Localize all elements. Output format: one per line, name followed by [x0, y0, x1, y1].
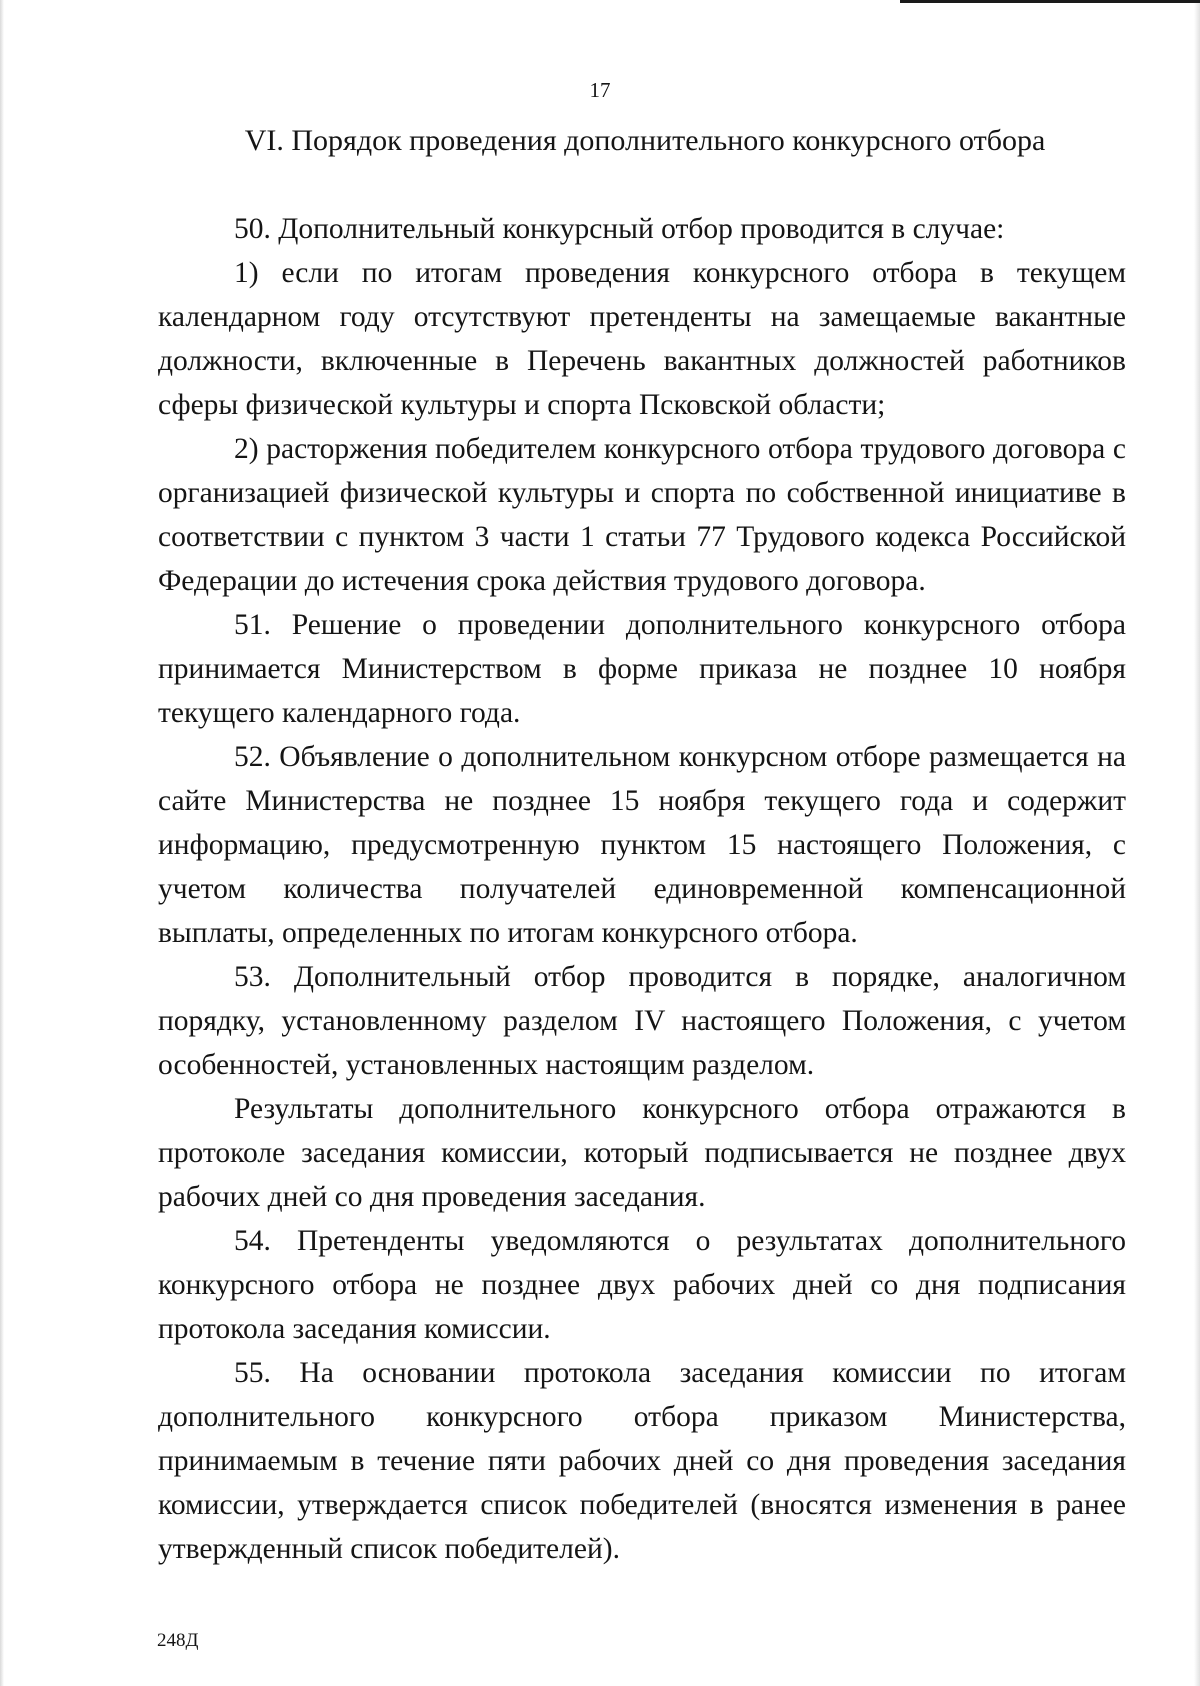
footer-code: 248Д: [157, 1630, 199, 1651]
paragraph-50-item-2: 2) расторжения победителем конкурсного отбора трудового договора с организацией физической культуры и спорта по собственной инициативе в соответствии с пунктом 3 части 1 статьи 77 Трудового кодекса Российской Федерации до истечения срока действия трудового договора.: [158, 433, 1126, 597]
scan-line-top: [900, 0, 1200, 3]
section-title: VI. Порядок проведения дополнительного конкурсного отбора: [244, 124, 1046, 157]
paragraph-55: 55. На основании протокола заседания комиссии по итогам дополнительного конкурсного отбора приказом Министерства, принимаемым в течение пяти рабочих дней со дня проведения заседания комиссии, утверждается список победителей (вносятся изменения в ранее утвержденный список победителей).: [158, 1357, 1126, 1565]
paragraph-54: 54. Претенденты уведомляются о результатах дополнительного конкурсного отбора не позднее двух рабочих дней со дня подписания протокола заседания комиссии.: [158, 1225, 1126, 1345]
scan-edge-right: [1194, 0, 1200, 1686]
page-number: 17: [589, 78, 611, 102]
document-body: [158, 207, 1126, 1571]
paragraph-53: 53. Дополнительный отбор проводится в порядке, аналогичном порядку, установленному разделом IV настоящего Положения, с учетом особенностей, установленных настоящим разделом.: [158, 961, 1126, 1081]
paragraph-53-results: Результаты дополнительного конкурсного отбора отражаются в протоколе заседания комиссии, который подписывается не позднее двух рабочих дней со дня проведения заседания.: [158, 1093, 1126, 1213]
paragraph-52: 52. Объявление о дополнительном конкурсном отборе размещается на сайте Министерства не позднее 15 ноября текущего года и содержит информацию, предусмотренную пунктом 15 настоящего Положения, с учетом количества получателей единовременной компенсационной выплаты, определенных по итогам конкурсного отбора.: [158, 741, 1126, 949]
paragraph-51: 51. Решение о проведении дополнительного конкурсного отбора принимается Министерством в форме приказа не позднее 10 ноября текущего календарного года.: [158, 609, 1126, 729]
scan-edge-left: [0, 0, 4, 1686]
paragraph-50-item-1: 1) если по итогам проведения конкурсного отбора в текущем календарном году отсутствуют претенденты на замещаемые вакантные должности, включенные в Перечень вакантных должностей работников сферы физической культуры и спорта Псковской области;: [158, 257, 1126, 421]
paragraph-50: 50. Дополнительный конкурсный отбор проводится в случае:: [234, 213, 1005, 245]
